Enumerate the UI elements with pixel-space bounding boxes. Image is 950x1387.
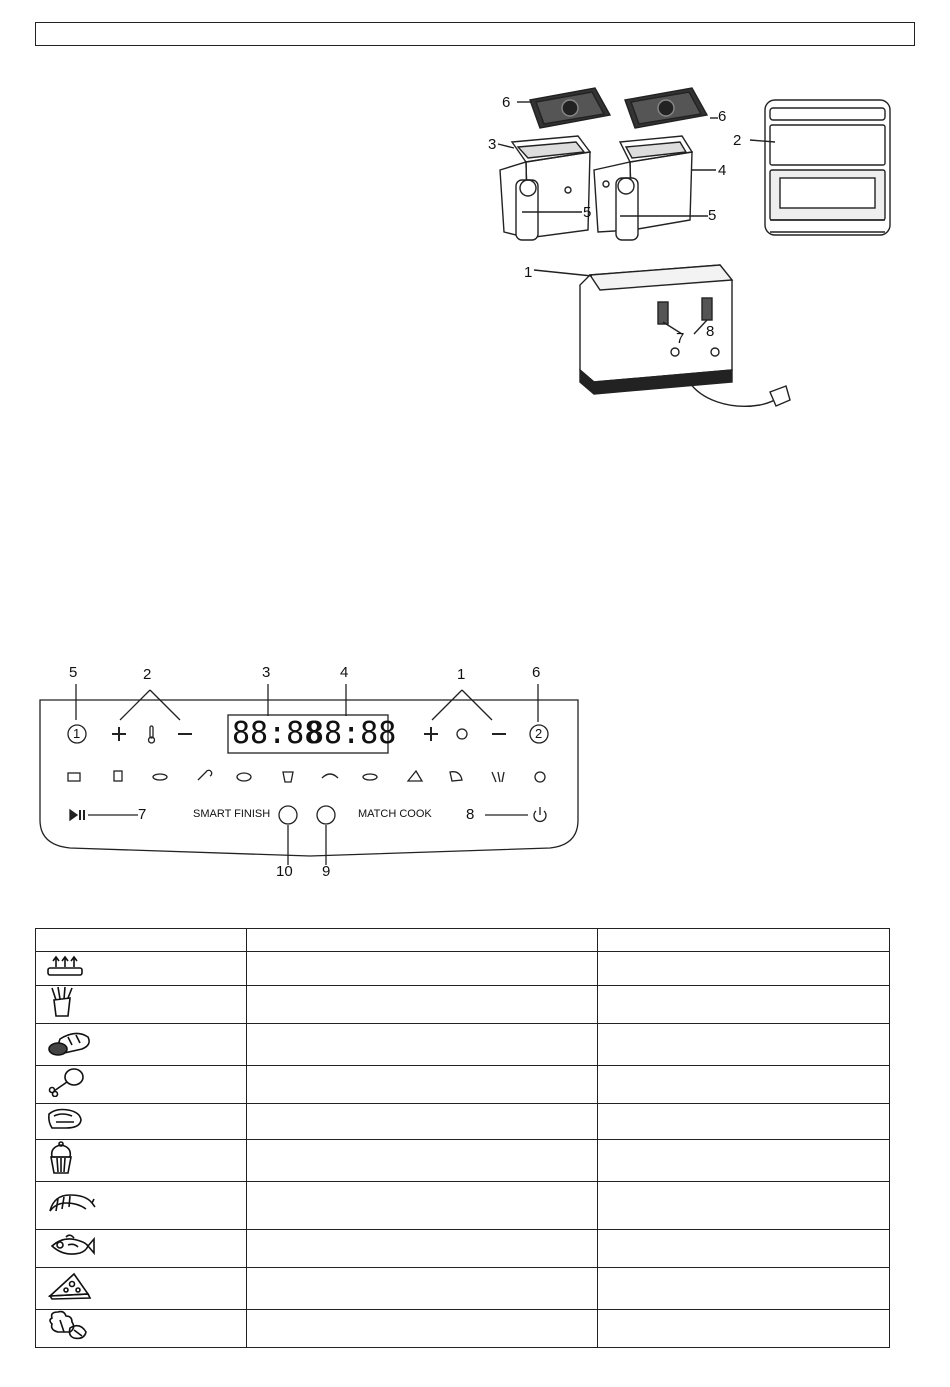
parts-callout-5-right: 5 [708,207,717,224]
programs-table [35,928,890,1348]
basket-left [500,136,590,240]
table-row [36,1182,890,1230]
panel-callout-9: 9 [322,863,331,880]
parts-callout-1: 1 [524,264,533,281]
fries-icon [46,986,78,1018]
air-fryer-body [580,265,790,406]
table-row [36,1310,890,1348]
display-right-digits: 88:88 [306,716,397,751]
parts-callout-2: 2 [733,132,742,149]
table-header-row [36,929,890,952]
panel-callout-5: 5 [69,664,78,681]
table-row [36,1268,890,1310]
match-cook-label: MATCH COOK [358,808,432,820]
parts-callout-6-left: 6 [502,94,511,111]
drumstick-icon [46,1067,86,1097]
display-left-digits: 88:88 [232,716,323,751]
parts-diagram [470,70,910,430]
control-panel-diagram [30,660,590,890]
table-header-cell [36,929,247,952]
panel-callout-2: 2 [143,666,152,683]
table-row [36,986,890,1024]
parts-callout-3: 3 [488,136,497,153]
preheat-icon [46,955,84,977]
parts-callout-8: 8 [706,323,715,340]
zone-1-button[interactable]: 1 [73,726,81,741]
panel-callout-8: 8 [466,806,475,823]
pizza-icon [46,1272,92,1300]
table-row [36,952,890,986]
header-title-box [35,22,915,46]
grill-rack-left [530,88,610,128]
basket-right [594,136,692,240]
panel-callout-7: 7 [138,806,147,823]
vegetables-icon [46,1310,90,1342]
fish-icon [46,1233,96,1259]
parts-callout-6-right: 6 [718,108,727,125]
zone-2-button[interactable]: 2 [535,726,543,741]
table-row [36,1024,890,1066]
parts-callout-5-left: 5 [583,204,592,221]
table-row [36,1066,890,1104]
table-row [36,1140,890,1182]
panel-callout-3: 3 [262,664,271,681]
bread-icon [46,1027,92,1057]
table-row [36,1104,890,1140]
panel-callout-10: 10 [276,863,293,880]
shrimp-icon [46,1189,96,1217]
grill-rack-right [625,88,707,128]
table-row [36,1230,890,1268]
air-fryer-front [765,100,890,235]
cupcake-icon [46,1141,76,1175]
table-header-cell [598,929,890,952]
parts-callout-7: 7 [676,330,685,347]
parts-callout-4: 4 [718,162,727,179]
steak-icon [46,1106,84,1132]
table-header-cell [247,929,598,952]
program-icons-row [68,770,545,782]
panel-callout-6: 6 [532,664,541,681]
panel-callout-4: 4 [340,664,349,681]
smart-finish-label: SMART FINISH [193,808,271,820]
panel-callout-1: 1 [457,666,466,683]
